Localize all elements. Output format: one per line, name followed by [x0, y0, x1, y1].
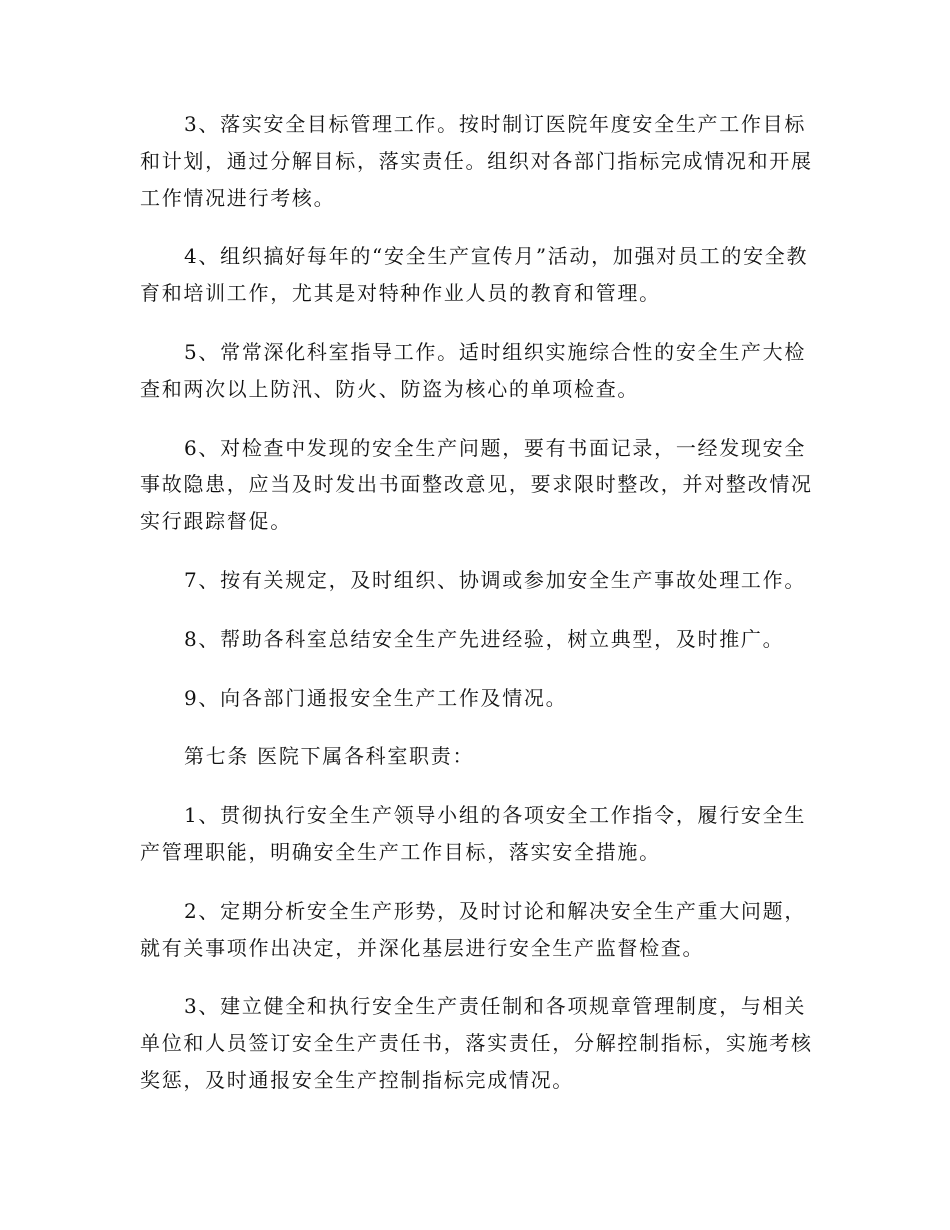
paragraph-duty-1: 1、贯彻执行安全生产领导小组的各项安全工作指令，履行安全生产管理职能，明确安全生产工作目标，落实安全措施。: [140, 803, 807, 864]
paragraph-item-8-experience-sharing: 8、帮助各科室总结安全生产先进经验，树立典型，及时推广。: [184, 626, 785, 651]
paragraph-item-5-department-guidance: 5、常常深化科室指导工作。适时组织实施综合性的安全生产大检查和两次以上防汛、防火、防盗为核心的单项检查。: [140, 339, 807, 401]
paragraph-duty-2: 2、定期分析安全生产形势，及时讨论和解决安全生产重大问题，就有关事项作出决定，并深化基层进行安全生产监督检查。: [140, 898, 807, 960]
article-heading-seven: 第七条 医院下属各科室职责：: [184, 744, 475, 769]
paragraph-item-6-inspection-issues: 6、对检查中发现的安全生产问题，要有书面记录，一经发现安全事故隐患，应当及时发出书面整改意见，要求限时整改，并对整改情况实行跟踪督促。: [140, 435, 813, 534]
paragraph-duty-3: 3、建立健全和执行安全生产责任制和各项规章管理制度，与相关单位和人员签订安全生产责任书，落实责任，分解控制指标，实施考核奖惩，及时通报安全生产控制指标完成情况。: [140, 994, 813, 1092]
paragraph-item-9-reporting: 9、向各部门通报安全生产工作及情况。: [184, 685, 568, 710]
paragraph-item-3-target-management: 3、落实安全目标管理工作。按时制订医院年度安全生产工作目标和计划，通过分解目标，落实责任。组织对各部门指标完成情况和开展工作情况进行考核。: [140, 112, 813, 210]
paragraph-item-4-safety-month: 4、组织搞好每年的“安全生产宣传月”活动，加强对员工的安全教育和培训工作，尤其是对特种作业人员的教育和管理。: [140, 244, 809, 306]
paragraph-item-7-accident-handling: 7、按有关规定，及时组织、协调或参加安全生产事故处理工作。: [184, 567, 807, 592]
